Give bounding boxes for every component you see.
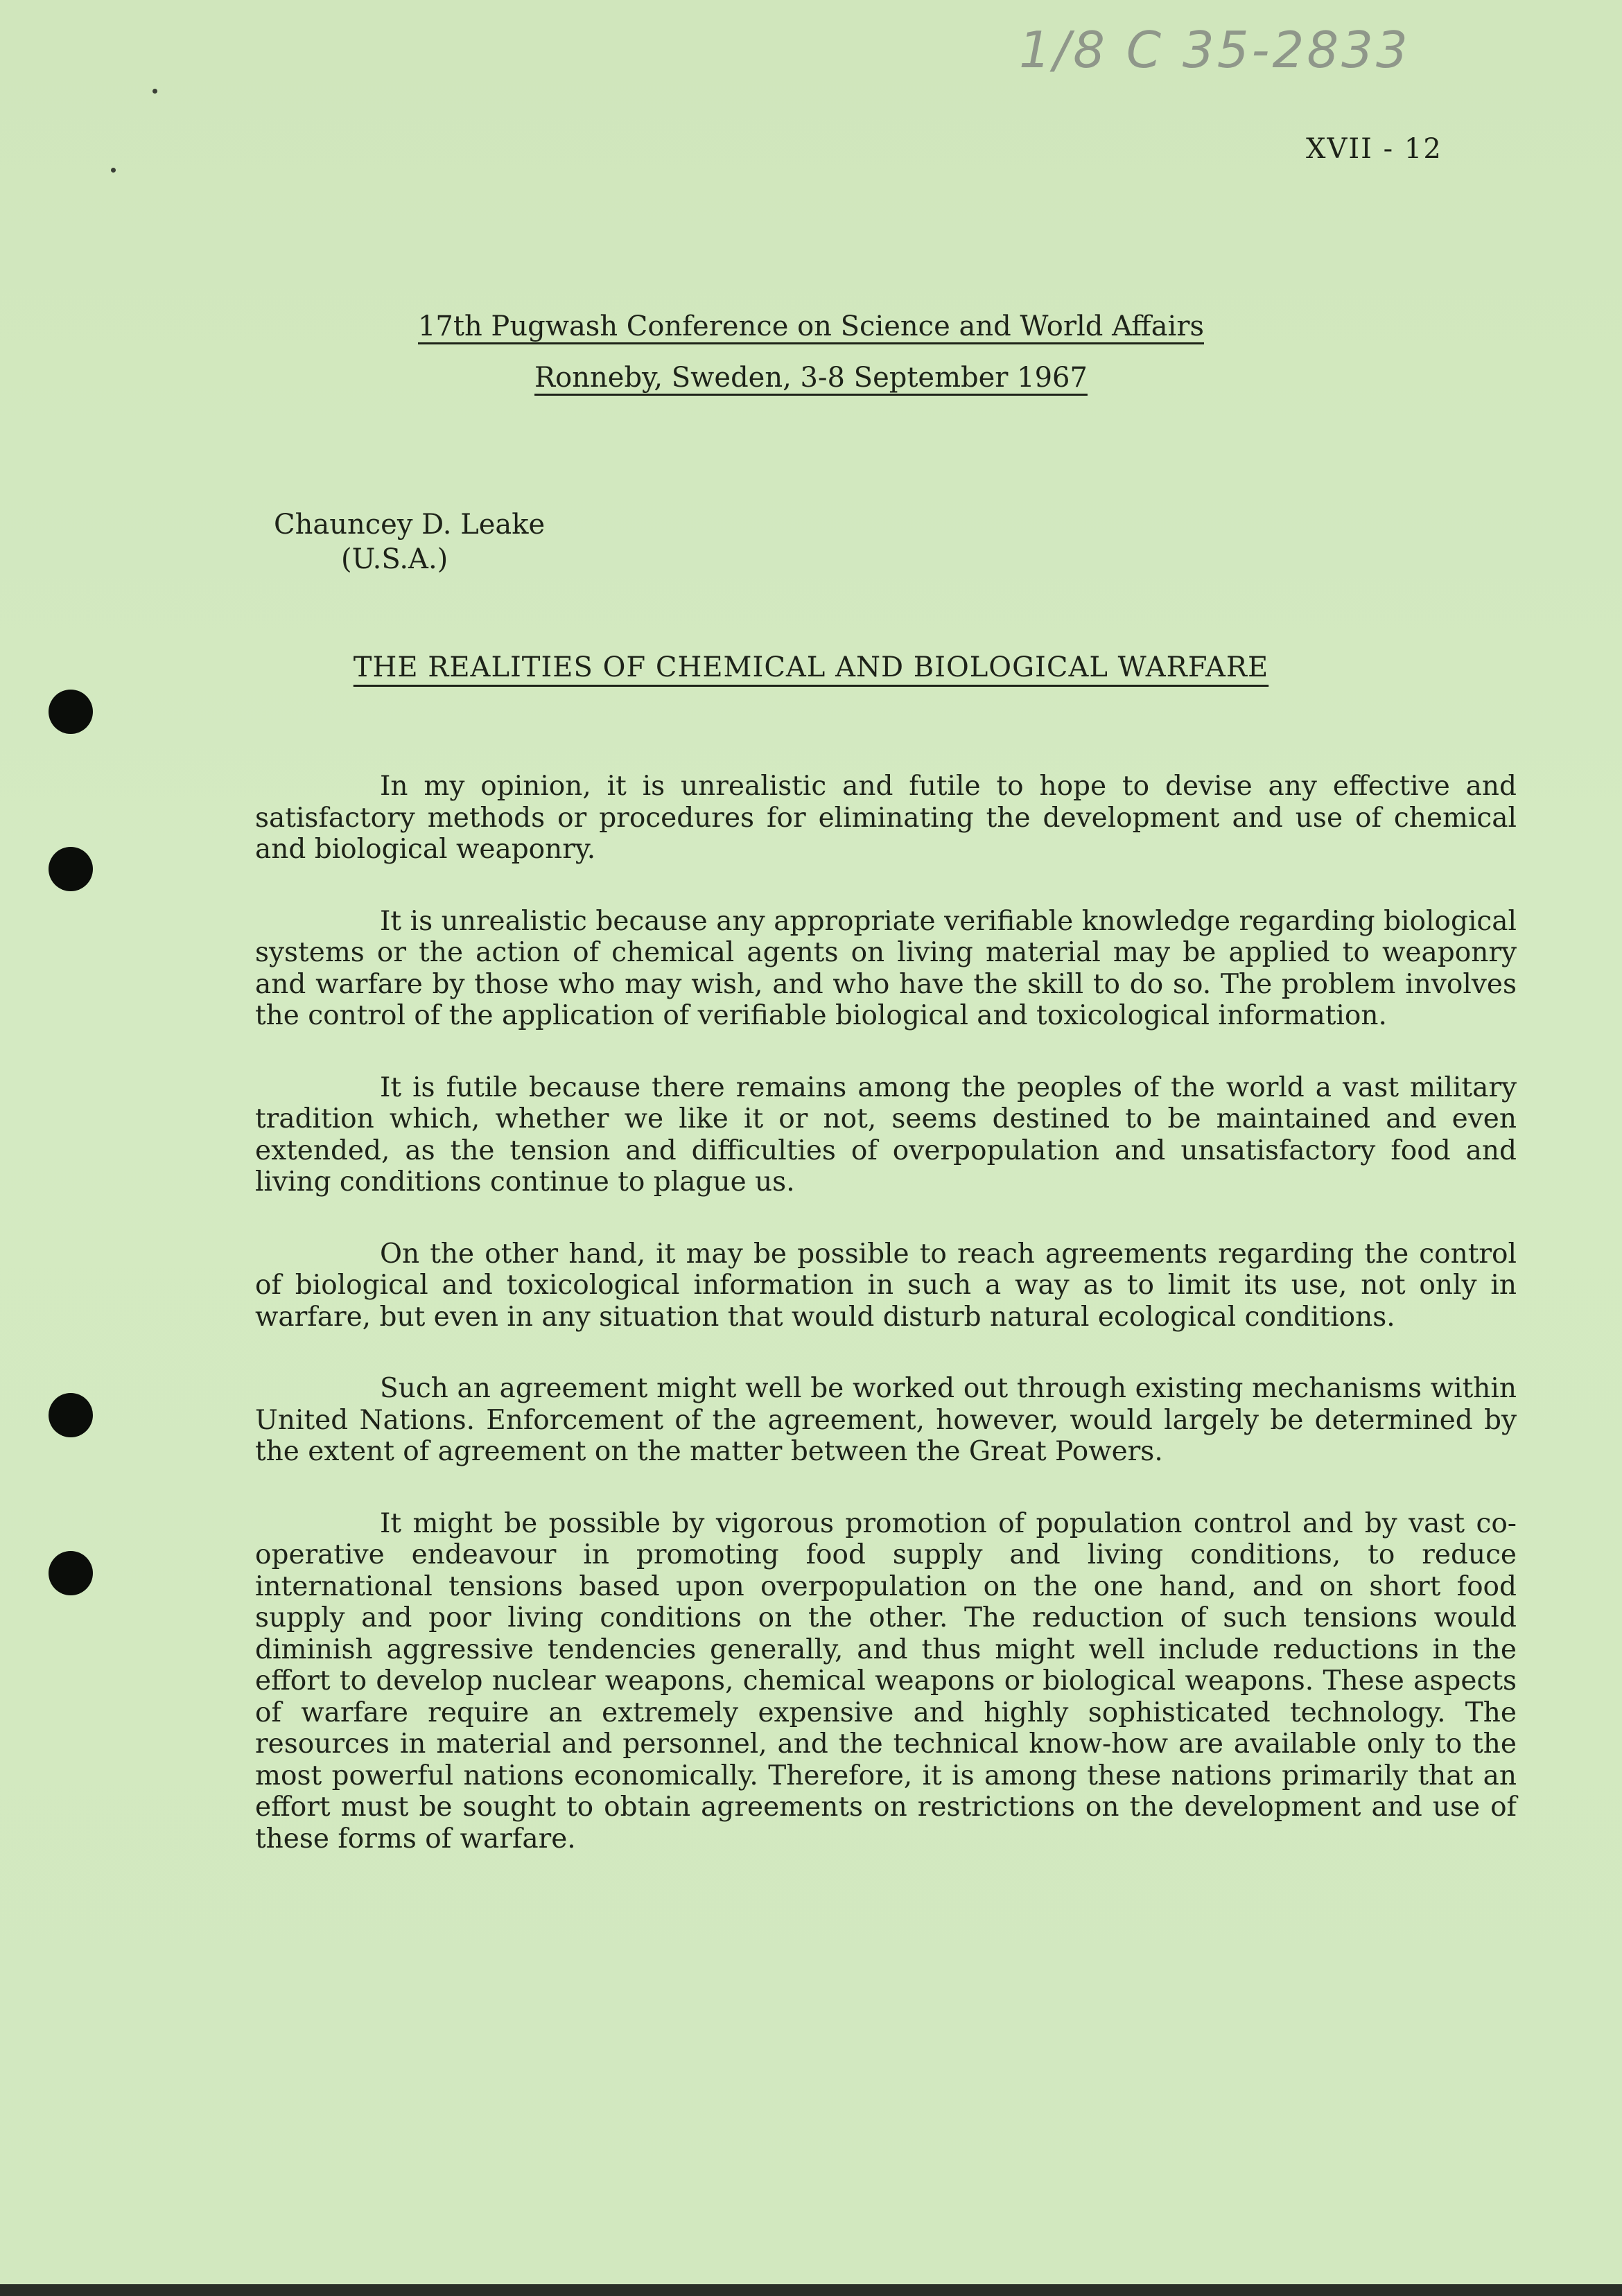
punch-hole bbox=[49, 1551, 93, 1595]
document-code: XVII - 12 bbox=[1306, 133, 1442, 165]
paragraph: It is futile because there remains among the peoples of the world a vast military tradition which, whether we like it or not, seems destined to be maintained and even extended, as the tension and difficulties of overpopulation and unsatisfactory food and living conditions continue to plague us. bbox=[255, 1071, 1517, 1198]
paragraph: On the other hand, it may be possible to reach agreements regarding the control of biological and toxicological information in such a way as to limit its use, not only in warfare, but even in any situation that would disturb natural ecological conditions. bbox=[255, 1238, 1517, 1333]
punch-hole bbox=[49, 1393, 93, 1437]
paragraph: It is unrealistic because any appropriate verifiable knowledge regarding biological systems or the action of chemical agents on living material may be applied to weaponry and warfare by those who may wish, and who have the skill to do so. The problem involves the control of the application of verifiable biological and toxicological information. bbox=[255, 905, 1517, 1031]
conference-location-date: Ronneby, Sweden, 3-8 September 1967 bbox=[534, 362, 1088, 394]
punch-hole bbox=[49, 847, 93, 891]
paragraph: It might be possible by vigorous promotion of population control and by vast co-operative endeavour in promoting food supply and living conditions, to reduce international tensions based upon overpopulation on the one hand, and on short food supply and poor living conditions on the other. The reduction of such tensions would diminish aggressive tendencies generally, and thus might well include reductions in the effort to develop nuclear weapons, chemical weapons or biological weapons. These aspects of warfare require an extremely expensive and highly sophisticated technology. The resources in material and personnel, and the technical know-how are available only to the most powerful nations economically. Therefore, it is among these nations primarily that an effort must be sought to obtain agreements on restrictions on the development and use of these forms of warfare. bbox=[255, 1507, 1517, 1855]
paragraph: In my opinion, it is unrealistic and futile to hope to devise any effective and satisfactory methods or procedures for eliminating the development and use of chemical and biological weaponry. bbox=[255, 771, 1517, 865]
paper-speck bbox=[111, 168, 116, 173]
conference-location-line bbox=[0, 362, 1622, 394]
scan-bottom-edge bbox=[0, 2284, 1622, 2296]
conference-name: 17th Pugwash Conference on Science and World Affairs bbox=[417, 310, 1204, 342]
paper-speck bbox=[152, 89, 157, 94]
author-country: (U.S.A.) bbox=[341, 543, 448, 575]
body-text bbox=[255, 771, 1517, 1895]
punch-hole bbox=[49, 690, 93, 734]
conference-name-line bbox=[0, 310, 1622, 342]
handwritten-reference-note: 1/8 C 35-2833 bbox=[1019, 21, 1411, 79]
document-title: THE REALITIES OF CHEMICAL AND BIOLOGICAL WARFARE bbox=[353, 651, 1269, 683]
document-title-line bbox=[0, 651, 1622, 683]
paragraph: Such an agreement might well be worked out through existing mechanisms within United Nations. Enforcement of the agreement, however, would largely be determined by the extent of agreement on the matter between the Great Powers. bbox=[255, 1373, 1517, 1467]
author-name: Chauncey D. Leake bbox=[274, 509, 546, 541]
